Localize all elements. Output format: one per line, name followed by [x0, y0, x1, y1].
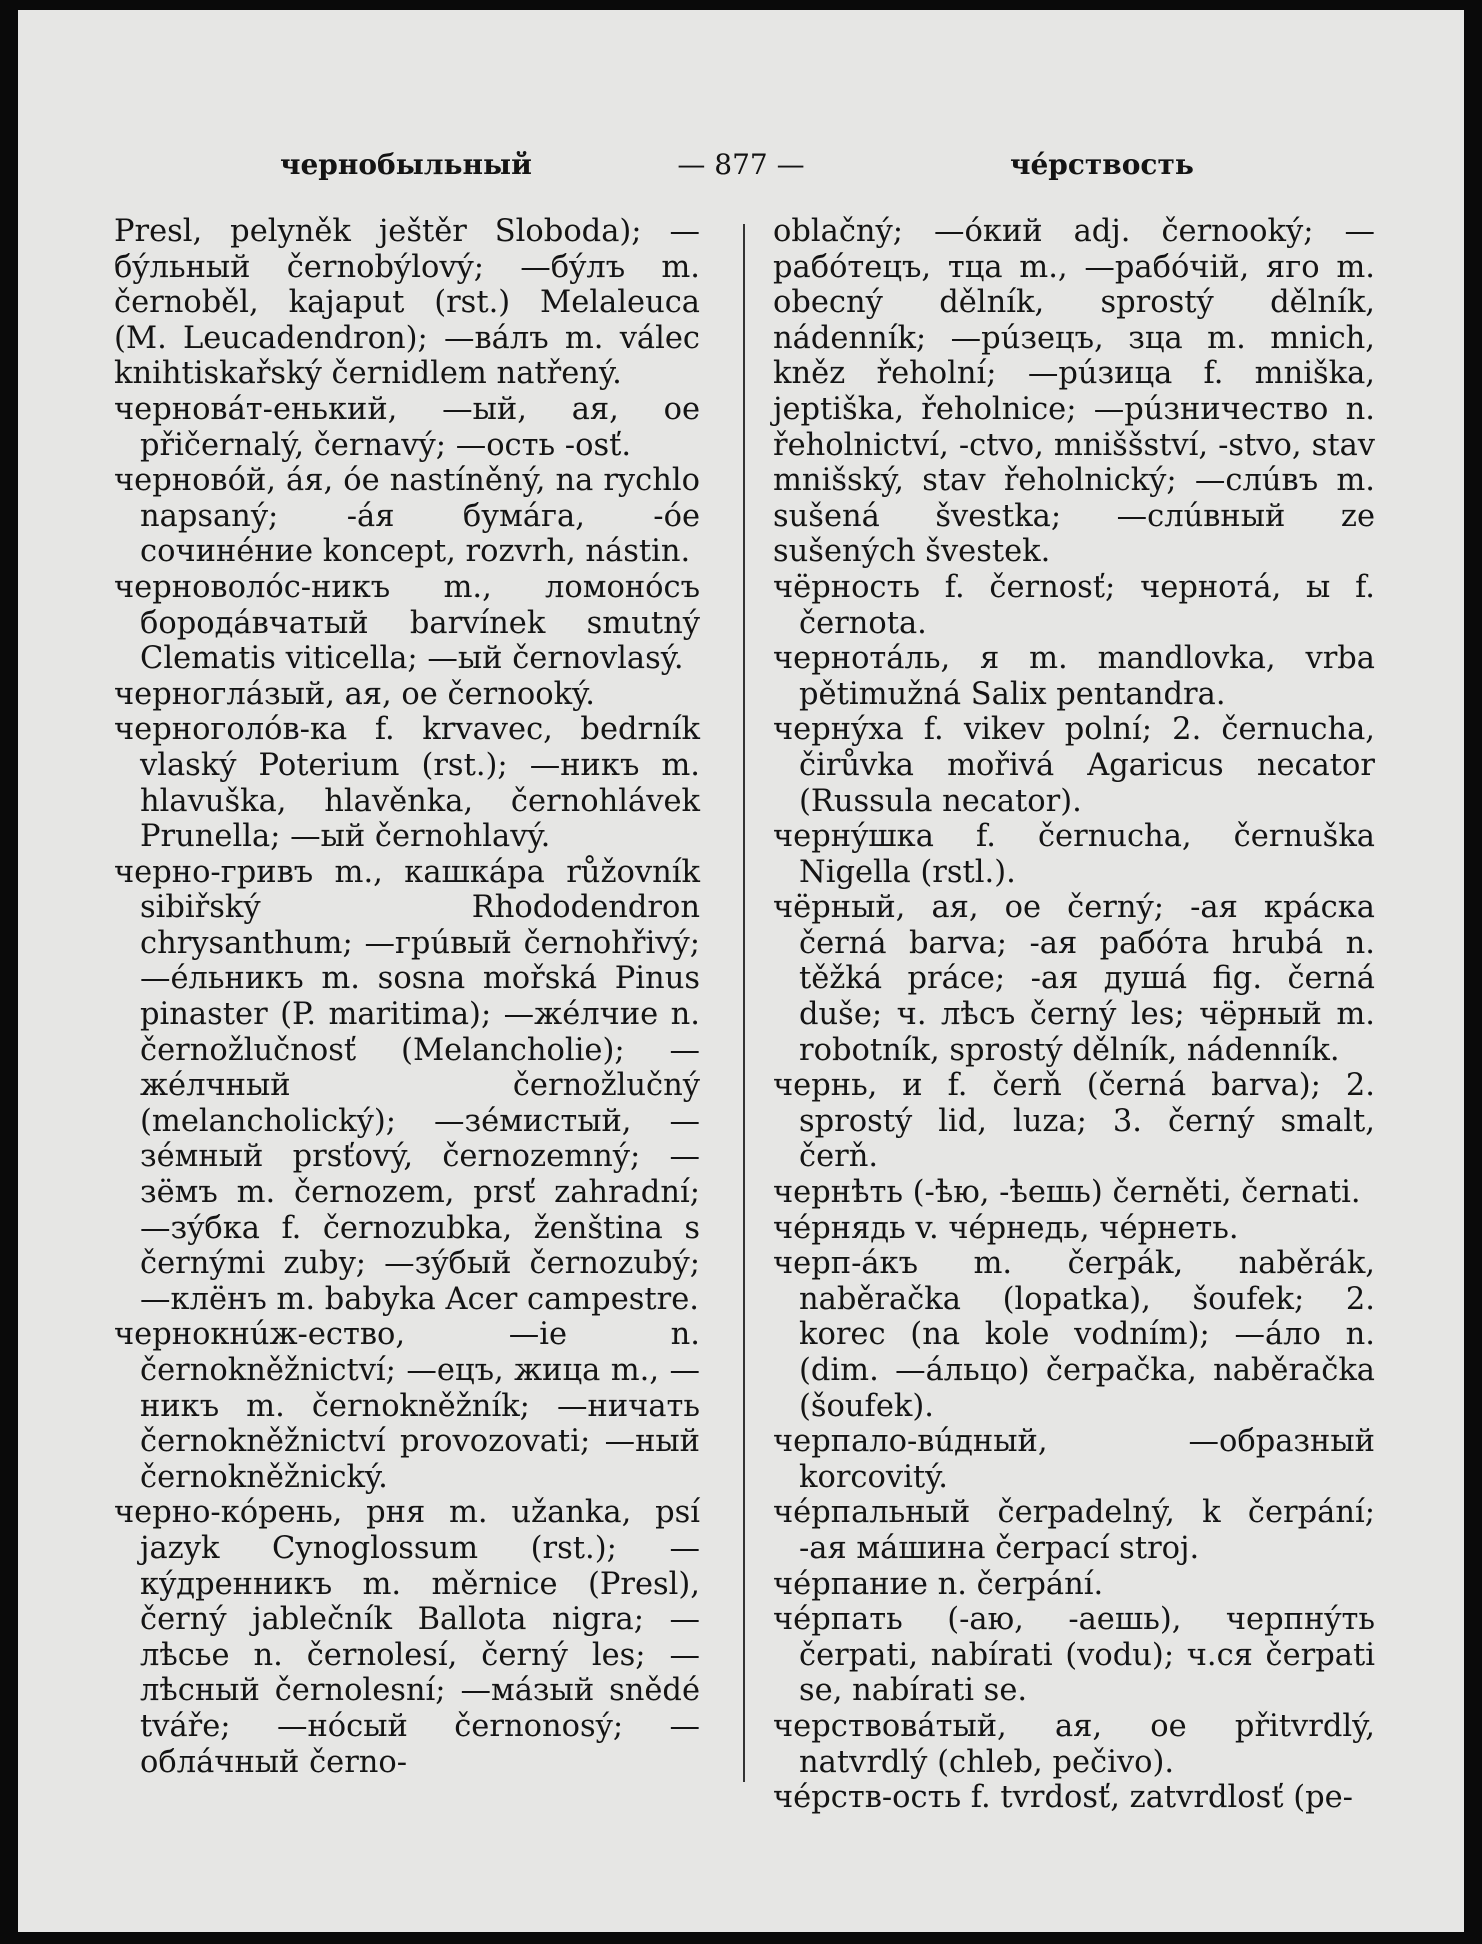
dictionary-entry: чернокнúж-ество, —ie n. černokněžnictví; —ецъ, жица m., —никъ m. černokněžník; —ничать černokněžnictví provozovati; —ный černokněžnický. [114, 1317, 700, 1495]
page-number: — 877 — [677, 148, 805, 181]
header-left-guide-word: чернобыльный [280, 148, 532, 181]
column-divider [743, 224, 745, 1782]
dictionary-entry: черп-áкъ m. čerpák, naběrák, naběračka (lopatka), šoufek; 2. korec (na kole vodním); —áло n. (dim. —áльцо) čerpačka, naběračka (šoufek). [773, 1246, 1375, 1424]
dictionary-entry: черно-кóрень, рня m. užanka, psí jazyk Cynoglossum (rst.); —кýдренникъ m. měrnice (Presl), černý jablečník Ballota nigra; —лѣсье n. černolesí, černý les; —лѣсный černolesní; —мáзый snědé tváře; —нóсый černonosý; —облáчный černo- [114, 1495, 700, 1780]
dictionary-entry: черноволóс-никъ m., ломонóсъ бородáвчатый barvínek smutný Clematis viticella; —ый černovlasý. [114, 569, 700, 677]
dictionary-entry: oblačný; —óкий adj. černooký; —рабóтецъ, тца m., —рабóчій, яго m. obecný dělník, sprostý dělník, nádenník; —рúзецъ, зца m. mnich, kněz řeholní; —рúзица f. mniška, jeptiška, řeholnice; —рúзничество n. řeholnictví, -ctvo, mniššství, -stvo, stav mnišský, stav řeholnický; —слúвъ m. sušená švestka; —слúвный ze sušených švestek. [773, 214, 1375, 570]
dictionary-entry: черноголóв-ка f. krvavec, bedrník vlaský Poterium (rst.); —никъ m. hlavuška, hlavěnka, černohlávek Prunella; —ый černohlavý. [114, 712, 700, 855]
page-header [18, 148, 1464, 188]
dictionary-entry: черствовáтый, ая, ое přitvrdlý, natvrdlý (chleb, pečivo). [773, 1708, 1375, 1780]
dictionary-entry: чернь, и f. čerň (černá barva); 2. sprostý lid, luza; 3. černý smalt, čerň. [773, 1068, 1375, 1175]
dictionary-entry: чёрность f. černosť; чернотá, ы f. černota. [773, 569, 1375, 641]
dictionary-entry: чéрпать (-аю, -аешь), черпнýть čerpati, nabírati (vodu); ч.ся čerpati se, nabírati se. [773, 1602, 1375, 1709]
dictionary-entry: черновáт-енький, —ый, ая, ое přičernalý, černavý; —ость -osť. [114, 391, 700, 463]
right-column [773, 214, 1375, 1816]
dictionary-entry: чéрпальный čerpadelný, k čerpání; -ая мáшина čerpací stroj. [773, 1495, 1375, 1566]
left-column [114, 214, 700, 1780]
dictionary-entry: черновóй, áя, óе nastíněný, na rychlo napsaný; -áя бумáга, -óе сочинéние koncept, rozvrh, nástin. [114, 463, 700, 570]
dictionary-entry: чернѣть (-ѣю, -ѣешь) černěti, černati. [773, 1175, 1361, 1211]
dictionary-entry: Presl, pelyněk ještěr Sloboda); —бýльный černobýlový; —бýлъ m. černoběl, kajaput (rst.) Melaleuca (M. Leucadendron); —вáлъ m. válec knihtiskařský černidlem natřený. [114, 214, 700, 392]
dictionary-entry: чернýшка f. černucha, černuška Nigella (rstl.). [773, 819, 1375, 890]
dictionary-entry: чёрный, ая, ое černý; -ая крáска černá barva; -ая рабóта hrubá n. těžká práce; -ая душá fig. černá duše; ч. лѣсъ černý les; чёрный m. robotník, sprostý dělník, nádenník. [773, 890, 1375, 1068]
dictionary-entry: чéрств-ость f. tvrdosť, zatvrdlosť (pe- [773, 1780, 1353, 1816]
header-right-guide-word: чéрствость [1010, 148, 1194, 181]
dictionary-entry: чéрпание n. čerpání. [773, 1566, 1104, 1602]
dictionary-entry: черпало-вúдный, —образный korcovitý. [773, 1424, 1375, 1495]
dictionary-entry: черно-гривъ m., кашкáра růžovník sibiřský Rhododendron chrysanthum; —грúвый černohřivý; —éльникъ m. sosna mořská Pinus pinaster (P. maritima); —жéлчие n. černožlučnosť (Melancholie); —жéлчный černožlučný (melancholický); —зéмистый, —зéмный prsťový, černozemný; —зёмъ m. černozem, prsť zahradní; —зýбка f. černozubka, ženština s černými zuby; —зýбый černozubý; —клёнъ m. babyka Acer campestre. [114, 854, 700, 1317]
dictionary-entry: чéрнядь v. чéрнедь, чéрнеть. [773, 1210, 1239, 1246]
dictionary-page [18, 10, 1464, 1932]
dictionary-entry: черноглáзый, ая, ое černooký. [114, 676, 595, 712]
dictionary-entry: чернýха f. vikev polní; 2. černucha, čirůvka mořivá Agaricus necator (Russula necator). [773, 712, 1375, 819]
dictionary-entry: чернотáль, я m. mandlovka, vrba pětimužná Salix pentandra. [773, 641, 1375, 712]
